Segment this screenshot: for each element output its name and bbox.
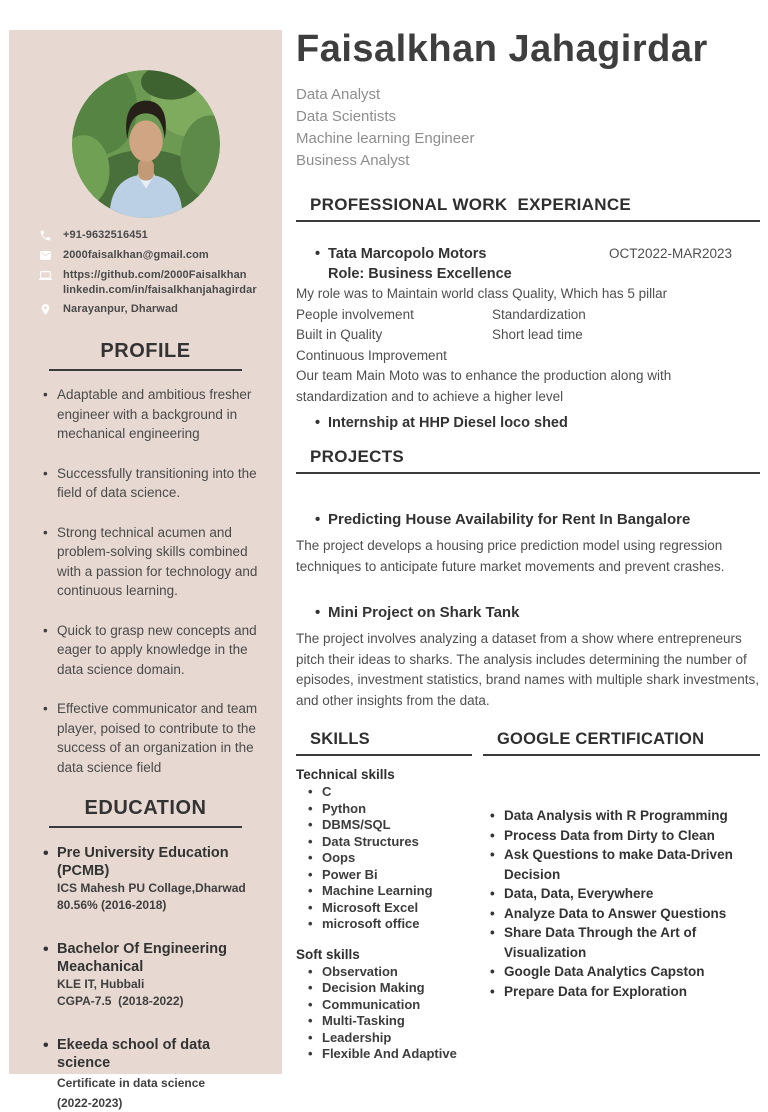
certification-item: • Data, Data, Everywhere <box>487 884 760 904</box>
pillars-column-left <box>296 305 492 367</box>
project-item <box>296 603 760 622</box>
profile-bullet: • Adaptable and ambitious fresher engineer with a background in mechanical engineering <box>41 385 264 444</box>
skill-item: • Observation <box>306 964 472 981</box>
skill-item: • Multi-Tasking <box>306 1013 472 1030</box>
pillar: Continuous Improvement <box>296 347 447 363</box>
contact-email[interactable] <box>39 248 264 264</box>
skill-item: • Communication <box>306 997 472 1014</box>
contact-links[interactable] <box>39 268 264 298</box>
skill-item: • Oops <box>306 850 472 867</box>
github-link[interactable]: https://github.com/2000Faisalkhan <box>63 269 247 281</box>
location-text: Narayanpur, Dharwad <box>63 303 178 315</box>
education-heading: EDUCATION <box>84 797 207 819</box>
internship-row <box>296 414 760 433</box>
certification-item: • Data Analysis with R Programming <box>487 806 760 826</box>
employment-dates: OCT2022-MAR2023 <box>608 246 732 261</box>
pillars-column-right <box>492 305 760 367</box>
project-description: The project develops a housing price prediction model using regression techniques to anticipate future market movements and prevent crashes. <box>296 538 725 574</box>
certification-item: • Google Data Analytics Capston <box>487 962 760 982</box>
pillar: People involvement <box>296 306 414 322</box>
skill-item: • Python <box>306 801 472 818</box>
certification-item: • Analyze Data to Answer Questions <box>487 904 760 924</box>
project-description: The project involves analyzing a dataset from a show where entrepreneurs pitch their ideas to sharks. The analysis includes determining the number of episodes, investment statistics, brand names with multiple shark investments, and other insights from the data. <box>296 631 759 708</box>
profile-photo <box>72 70 220 218</box>
email-address[interactable]: 2000faisalkhan@gmail.com <box>63 249 209 261</box>
experience-heading-rule <box>296 220 760 222</box>
certification-item: • Prepare Data for Exploration <box>487 982 760 1002</box>
experience-summary: Our team Main Moto was to enhance the production along with standardization and to achieve a higher level <box>296 368 672 404</box>
certification-list <box>487 806 760 1001</box>
education-item-school: ICS Mahesh PU Collage,Dharwad <box>57 881 246 895</box>
skill-item: • Microsoft Excel <box>306 900 472 917</box>
skill-item: • Leadership <box>306 1030 472 1047</box>
profile-bullet: • Quick to grasp new concepts and eager to apply knowledge in the data science domain. <box>41 621 264 680</box>
skills-certification-section <box>296 730 760 1063</box>
profile-bullet: • Successfully transitioning into the field of data science. <box>41 464 264 503</box>
pillar: Standardization <box>492 306 586 322</box>
job-title: Data Analyst <box>296 86 381 103</box>
profile-heading-rule <box>49 369 242 371</box>
quality-pillars <box>296 305 760 367</box>
education-item-title: • Pre University Education (PCMB) <box>57 845 229 879</box>
technical-skill-list <box>306 784 472 933</box>
linkedin-link[interactable]: linkedin.com/in/faisalkhanjahagirdar <box>63 284 257 296</box>
projects-heading-rule <box>296 472 760 474</box>
job-title: Data Scientists <box>296 108 397 125</box>
skills-heading: SKILLS <box>310 730 370 748</box>
projects-heading: PROJECTS <box>310 447 405 466</box>
education-list <box>41 844 264 1112</box>
skill-item: • Flexible And Adaptive <box>306 1046 472 1063</box>
profile-bullet: • Effective communicator and team player, poised to contribute to the success of an organization in the data science field <box>41 699 264 777</box>
skill-item: • C <box>306 784 472 801</box>
education-item-school: KLE IT, Hubbali <box>57 977 145 991</box>
profile-heading: PROFILE <box>100 340 191 362</box>
skills-heading-rule <box>296 754 472 756</box>
certification-column <box>483 730 760 1063</box>
job-title-list <box>296 84 760 172</box>
certification-item: • Ask Questions to make Data-Driven Decision <box>487 845 760 884</box>
education-item-score: 80.56% (2016-2018) <box>57 898 167 912</box>
main-column <box>296 28 760 1063</box>
profile-photo-illustration <box>72 70 220 218</box>
sidebar <box>9 30 282 1110</box>
skill-item: • microsoft office <box>306 916 472 933</box>
laptop-icon <box>39 269 54 284</box>
job-title: Machine learning Engineer <box>296 130 475 147</box>
education-item <box>41 940 264 1010</box>
education-item-school: Certificate in data science <box>57 1076 206 1090</box>
experience-company-row <box>296 245 760 264</box>
projects-section-header <box>296 447 760 474</box>
technical-skills-label: Technical skills <box>296 767 395 782</box>
role-title: Role: Business Excellence <box>328 266 512 282</box>
certification-item: • Process Data from Dirty to Clean <box>487 826 760 846</box>
experience-intro: My role was to Maintain world class Quality, Which has 5 pillar <box>296 286 668 301</box>
project-item <box>296 510 760 529</box>
company-name: • Tata Marcopolo Motors <box>310 245 486 264</box>
certification-heading: GOOGLE CERTIFICATION <box>497 730 705 748</box>
map-pin-icon <box>39 303 54 318</box>
education-item <box>41 844 264 914</box>
experience-section-header <box>296 195 760 222</box>
envelope-icon <box>39 249 54 264</box>
skill-item: • Machine Learning <box>306 883 472 900</box>
project-title: • Mini Project on Shark Tank <box>310 604 519 621</box>
skill-item: • Power Bi <box>306 867 472 884</box>
project-title: • Predicting House Availability for Rent In Bangalore <box>310 511 690 528</box>
education-heading-rule <box>49 826 242 828</box>
pillar: Short lead time <box>492 327 583 342</box>
education-item-score: CGPA-7.5 (2018-2022) <box>57 994 184 1008</box>
experience-heading: PROFESSIONAL WORK EXPERIANCE <box>310 195 632 214</box>
profile-bullet: • Strong technical acumen and problem-solving skills combined with a passion for technology and continuous learning. <box>41 523 264 601</box>
skill-item: • Data Structures <box>306 834 472 851</box>
phone-number: +91-9632516451 <box>63 229 148 241</box>
pillar: Built in Quality <box>296 327 383 342</box>
skill-item: • DBMS/SQL <box>306 817 472 834</box>
contact-location <box>39 302 264 318</box>
education-item-title: • Bachelor Of Engineering Meachanical <box>57 941 227 975</box>
education-item <box>41 1036 264 1112</box>
phone-icon <box>39 229 54 244</box>
skills-column <box>296 730 472 1063</box>
candidate-name: Faisalkhan Jahagirdar <box>296 28 708 70</box>
soft-skills-label: Soft skills <box>296 946 360 962</box>
contact-block <box>39 228 264 318</box>
certification-heading-rule <box>483 754 760 756</box>
certification-item: • Share Data Through the Art of Visualization <box>487 923 760 962</box>
profile-bullet-list <box>41 385 264 777</box>
skill-item: • Decision Making <box>306 980 472 997</box>
education-item-score: (2022-2023) <box>57 1096 123 1110</box>
soft-skill-list <box>306 964 472 1063</box>
contact-phone <box>39 228 264 244</box>
internship-title: • Internship at HHP Diesel loco shed <box>310 415 568 431</box>
job-title: Business Analyst <box>296 152 410 169</box>
education-item-title: • Ekeeda school of data science <box>57 1037 211 1071</box>
